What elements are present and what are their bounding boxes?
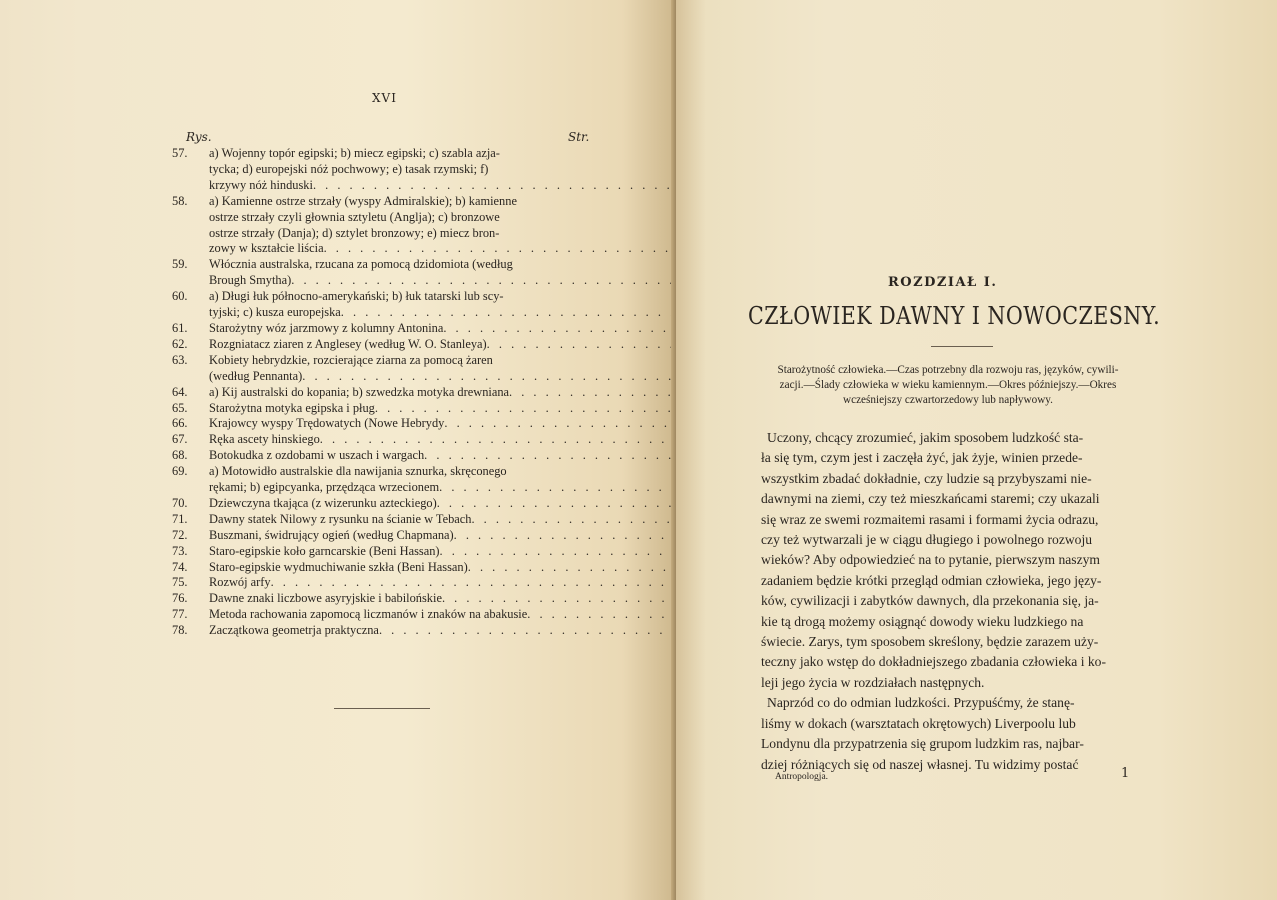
toc-entry xyxy=(172,575,572,591)
toc-entry-text: ostrze strzały czyli głownia sztyletu (Anglja); c) bronzowe xyxy=(209,209,500,224)
leader-dots xyxy=(509,385,676,401)
toc-entry-number: 71. xyxy=(172,511,188,526)
leader-dots xyxy=(468,560,676,576)
toc-entry xyxy=(172,512,572,528)
toc-entry-number: 60. xyxy=(172,289,188,304)
toc-entry xyxy=(172,194,572,258)
toc-entry-text: Brough Smytha) xyxy=(209,273,292,288)
toc-entry-text: ostrze strzały (Danja); d) sztylet bronzowy; e) miecz bron- xyxy=(209,225,500,240)
toc-entry-number: 78. xyxy=(172,623,188,638)
toc-entry xyxy=(172,623,572,639)
leader-dots xyxy=(440,544,676,560)
toc-entry-text: Kobiety hebrydzkie, rozcierające ziarna za pomocą żaren xyxy=(209,352,493,367)
toc-entry xyxy=(172,464,572,496)
toc-entry-number: 64. xyxy=(172,384,188,399)
toc-entry-text: Starożytna motyka egipska i pług xyxy=(209,400,375,415)
toc-entry-text: a) Kij australski do kopania; b) szwedzka motyka drewniana xyxy=(209,384,510,399)
toc-entry xyxy=(172,607,572,623)
leader-dots xyxy=(313,178,676,194)
toc-entry-number: 62. xyxy=(172,336,188,351)
chapter-title: CZŁOWIEK DAWNY I NOWOCZESNY. xyxy=(748,302,1161,330)
toc-entry-text: tyjski; c) kusza europejska xyxy=(209,305,341,320)
leader-dots xyxy=(341,305,676,321)
leader-dots xyxy=(454,528,676,544)
chapter-summary xyxy=(733,363,1163,408)
text-line: leji jego życia w rozdziałach następnych. xyxy=(761,674,985,690)
toc-entry-text: krzywy nóż hinduski xyxy=(209,177,313,192)
chapter-text xyxy=(761,428,1159,775)
toc-entry-text: a) Długi łuk północno-amerykański; b) łuk tatarski lub scy- xyxy=(209,289,504,304)
toc-entry xyxy=(172,257,572,289)
toc-entry-text: Rozgniatacz ziaren z Anglesey (według W. O. Stanleya) xyxy=(209,336,487,351)
toc-entry-number: 63. xyxy=(172,352,188,367)
leader-dots xyxy=(439,480,676,496)
toc-entry-number: 69. xyxy=(172,464,188,479)
toc-entry-number: 59. xyxy=(172,257,188,272)
end-rule xyxy=(334,708,430,709)
toc-entry xyxy=(172,289,572,321)
toc-entry xyxy=(172,321,572,337)
toc-entry-text: Starożytny wóz jarzmowy z kolumny Antonina xyxy=(209,320,444,335)
summary-line: wcześniejszy czwartorzedowy lub napływowy. xyxy=(843,394,1053,406)
toc-entry-text: Dawny statek Nilowy z rysunku na ścianie w Tebach xyxy=(209,511,472,526)
toc-entry-text: Dziewczyna tkająca (z wizerunku azteckiego) xyxy=(209,495,437,510)
toc-entry-number: 68. xyxy=(172,448,188,463)
text-line: zadaniem będzie krótki przegląd odmian człowieka, jego języ- xyxy=(761,572,1102,588)
text-line: dawnymi na ziemi, czy też mieszkańcami staremi; czy ukazali xyxy=(761,491,1100,507)
toc-entry-number: 76. xyxy=(172,591,188,606)
text-line: się wraz ze swemi rozmaitemi rasami i formami życia odrazu, xyxy=(761,511,1099,527)
toc-entry-text: Włócznia australska, rzucana za pomocą dzidomiota (według xyxy=(209,257,513,272)
toc-entry-number: 65. xyxy=(172,400,188,415)
toc-entry xyxy=(172,385,572,401)
toc-entry-number: 66. xyxy=(172,416,188,431)
footer-signature: Antropologja. xyxy=(775,772,829,782)
toc-entry xyxy=(172,146,572,194)
text-line: ła się tym, czym jest i zaczęła żyć, jak żyje, winien przede- xyxy=(761,450,1083,466)
toc-entry-text: Buszmani, świdrujący ogień (według Chapmana) xyxy=(209,527,454,542)
text-line: Londynu dla przypatrzenia się grupom ludzkim ras, najbar- xyxy=(761,736,1084,752)
leader-dots xyxy=(291,273,676,289)
toc-entry-text: Botokudka z ozdobami w uszach i wargach xyxy=(209,448,425,463)
toc-entry-text: a) Wojenny topór egipski; b) miecz egipski; c) szabla azja- xyxy=(209,146,500,160)
leader-dots xyxy=(271,575,676,591)
toc-entry xyxy=(172,544,572,560)
leader-dots xyxy=(443,321,676,337)
leader-dots xyxy=(379,623,676,639)
leader-dots xyxy=(302,369,676,385)
list-of-figures xyxy=(172,146,572,639)
text-line: wszystkim zbadać dokładnie, czy ludzie są przybyszami nie- xyxy=(761,470,1092,486)
toc-entry-text: a) Motowidło australskie dla nawijania sznurka, skręconego xyxy=(209,464,507,479)
text-line: Uczony, chcący zrozumieć, jakim sposobem ludzkość sta- xyxy=(767,430,1084,445)
toc-entry xyxy=(172,560,572,576)
toc-entry xyxy=(172,416,572,432)
leader-dots xyxy=(320,432,676,448)
leader-dots xyxy=(442,591,676,607)
toc-entry xyxy=(172,432,572,448)
toc-entry-number: 57. xyxy=(172,146,188,160)
toc-entry-text: Metoda rachowania zapomocą liczmanów i znaków na abakusie xyxy=(209,607,528,622)
chapter-rule xyxy=(931,346,993,347)
toc-entry-text: tycka; d) europejski nóż pochwowy; e) tasak rzymski; f) xyxy=(209,161,489,176)
toc-entry xyxy=(172,591,572,607)
toc-entry-number: 74. xyxy=(172,559,188,574)
leader-dots xyxy=(487,337,676,353)
toc-entry-number: 77. xyxy=(172,607,188,622)
toc-entry-text: Staro-egipskie koło garncarskie (Beni Hassan) xyxy=(209,543,440,558)
toc-header-figure: Rys. xyxy=(186,130,212,144)
toc-entry-number: 73. xyxy=(172,543,188,558)
toc-entry-number: 58. xyxy=(172,193,188,208)
toc-entry xyxy=(172,528,572,544)
leader-dots xyxy=(424,448,676,464)
text-line: liśmy w dokach (warsztatach okrętowych) Liverpoolu lub xyxy=(761,715,1076,731)
leader-dots xyxy=(444,416,676,432)
text-line: czy też wytwarzali je w ciągu długiego i powolnego rozwoju xyxy=(761,532,1093,548)
leader-dots xyxy=(471,512,676,528)
chapter-label: ROZDZIAŁ I. xyxy=(888,275,998,290)
toc-entry-text: Ręka ascety hinskiego xyxy=(209,432,320,447)
toc-entry-text: Zaczątkowa geometrja praktyczna xyxy=(209,623,379,638)
toc-entry-number: 75. xyxy=(172,575,188,590)
text-line: dziej różniących się od naszej własnej. Tu widzimy postać xyxy=(761,756,1079,772)
text-line: Naprzód co do odmian ludzkości. Przypuśćmy, że stanę- xyxy=(767,695,1075,711)
toc-entry-text: a) Kamienne ostrze strzały (wyspy Admiralskie); b) kamienne xyxy=(209,193,517,208)
toc-entry xyxy=(172,353,572,385)
toc-entry xyxy=(172,401,572,417)
toc-entry-number: 70. xyxy=(172,495,188,510)
toc-entry-number: 67. xyxy=(172,432,188,447)
text-line: ków, cywilizacji i zabytków dawnych, dla przekonania się, ja- xyxy=(761,593,1099,609)
leader-dots xyxy=(375,401,676,417)
text-line: wieków? Aby odpowiedzieć na to pytanie, pierwszym naszym xyxy=(761,552,1100,568)
toc-entry-text: (według Pennanta) xyxy=(209,368,303,383)
text-line: teczny jako wstęp do dokładniejszego zbadania człowieka i ko- xyxy=(761,654,1107,670)
toc-entry-text: Dawne znaki liczbowe asyryjskie i babilońskie xyxy=(209,591,442,606)
summary-line: Starożytność człowieka.—Czas potrzebny dla rozwoju ras, języków, cywili- xyxy=(777,364,1119,376)
toc-entry-text: Rozwój arfy xyxy=(209,575,271,590)
running-head: XVI xyxy=(372,91,397,105)
page-number: 1 xyxy=(1121,766,1130,781)
toc-entry xyxy=(172,496,572,512)
leader-dots xyxy=(324,241,676,257)
text-line: świecie. Zarys, tym sposobem skreślony, będzie zarazem uży- xyxy=(761,634,1099,650)
toc-entry xyxy=(172,448,572,464)
summary-line: zacji.—Ślady człowieka w wieku kamiennym.—Okres późniejszy.—Okres xyxy=(779,379,1117,391)
toc-entry-text: zowy w kształcie liścia xyxy=(209,241,324,256)
toc-entry-number: 72. xyxy=(172,527,188,542)
toc-entry-text: Staro-egipskie wydmuchiwanie szkła (Beni Hassan) xyxy=(209,559,468,574)
toc-entry-number: 61. xyxy=(172,320,188,335)
toc-header-page: Str. xyxy=(568,130,590,144)
toc-entry-text: rękami; b) egipcyanka, przędząca wrzecionem xyxy=(209,480,440,495)
leader-dots xyxy=(527,607,676,623)
leader-dots xyxy=(437,496,676,512)
toc-entry-text: Krajowcy wyspy Trędowatych (Nowe Hebrydy xyxy=(209,416,445,431)
toc-entry xyxy=(172,337,572,353)
text-line: kie tą drogą możemy osiągnąć dowody wieku ludzkiego na xyxy=(761,613,1084,629)
